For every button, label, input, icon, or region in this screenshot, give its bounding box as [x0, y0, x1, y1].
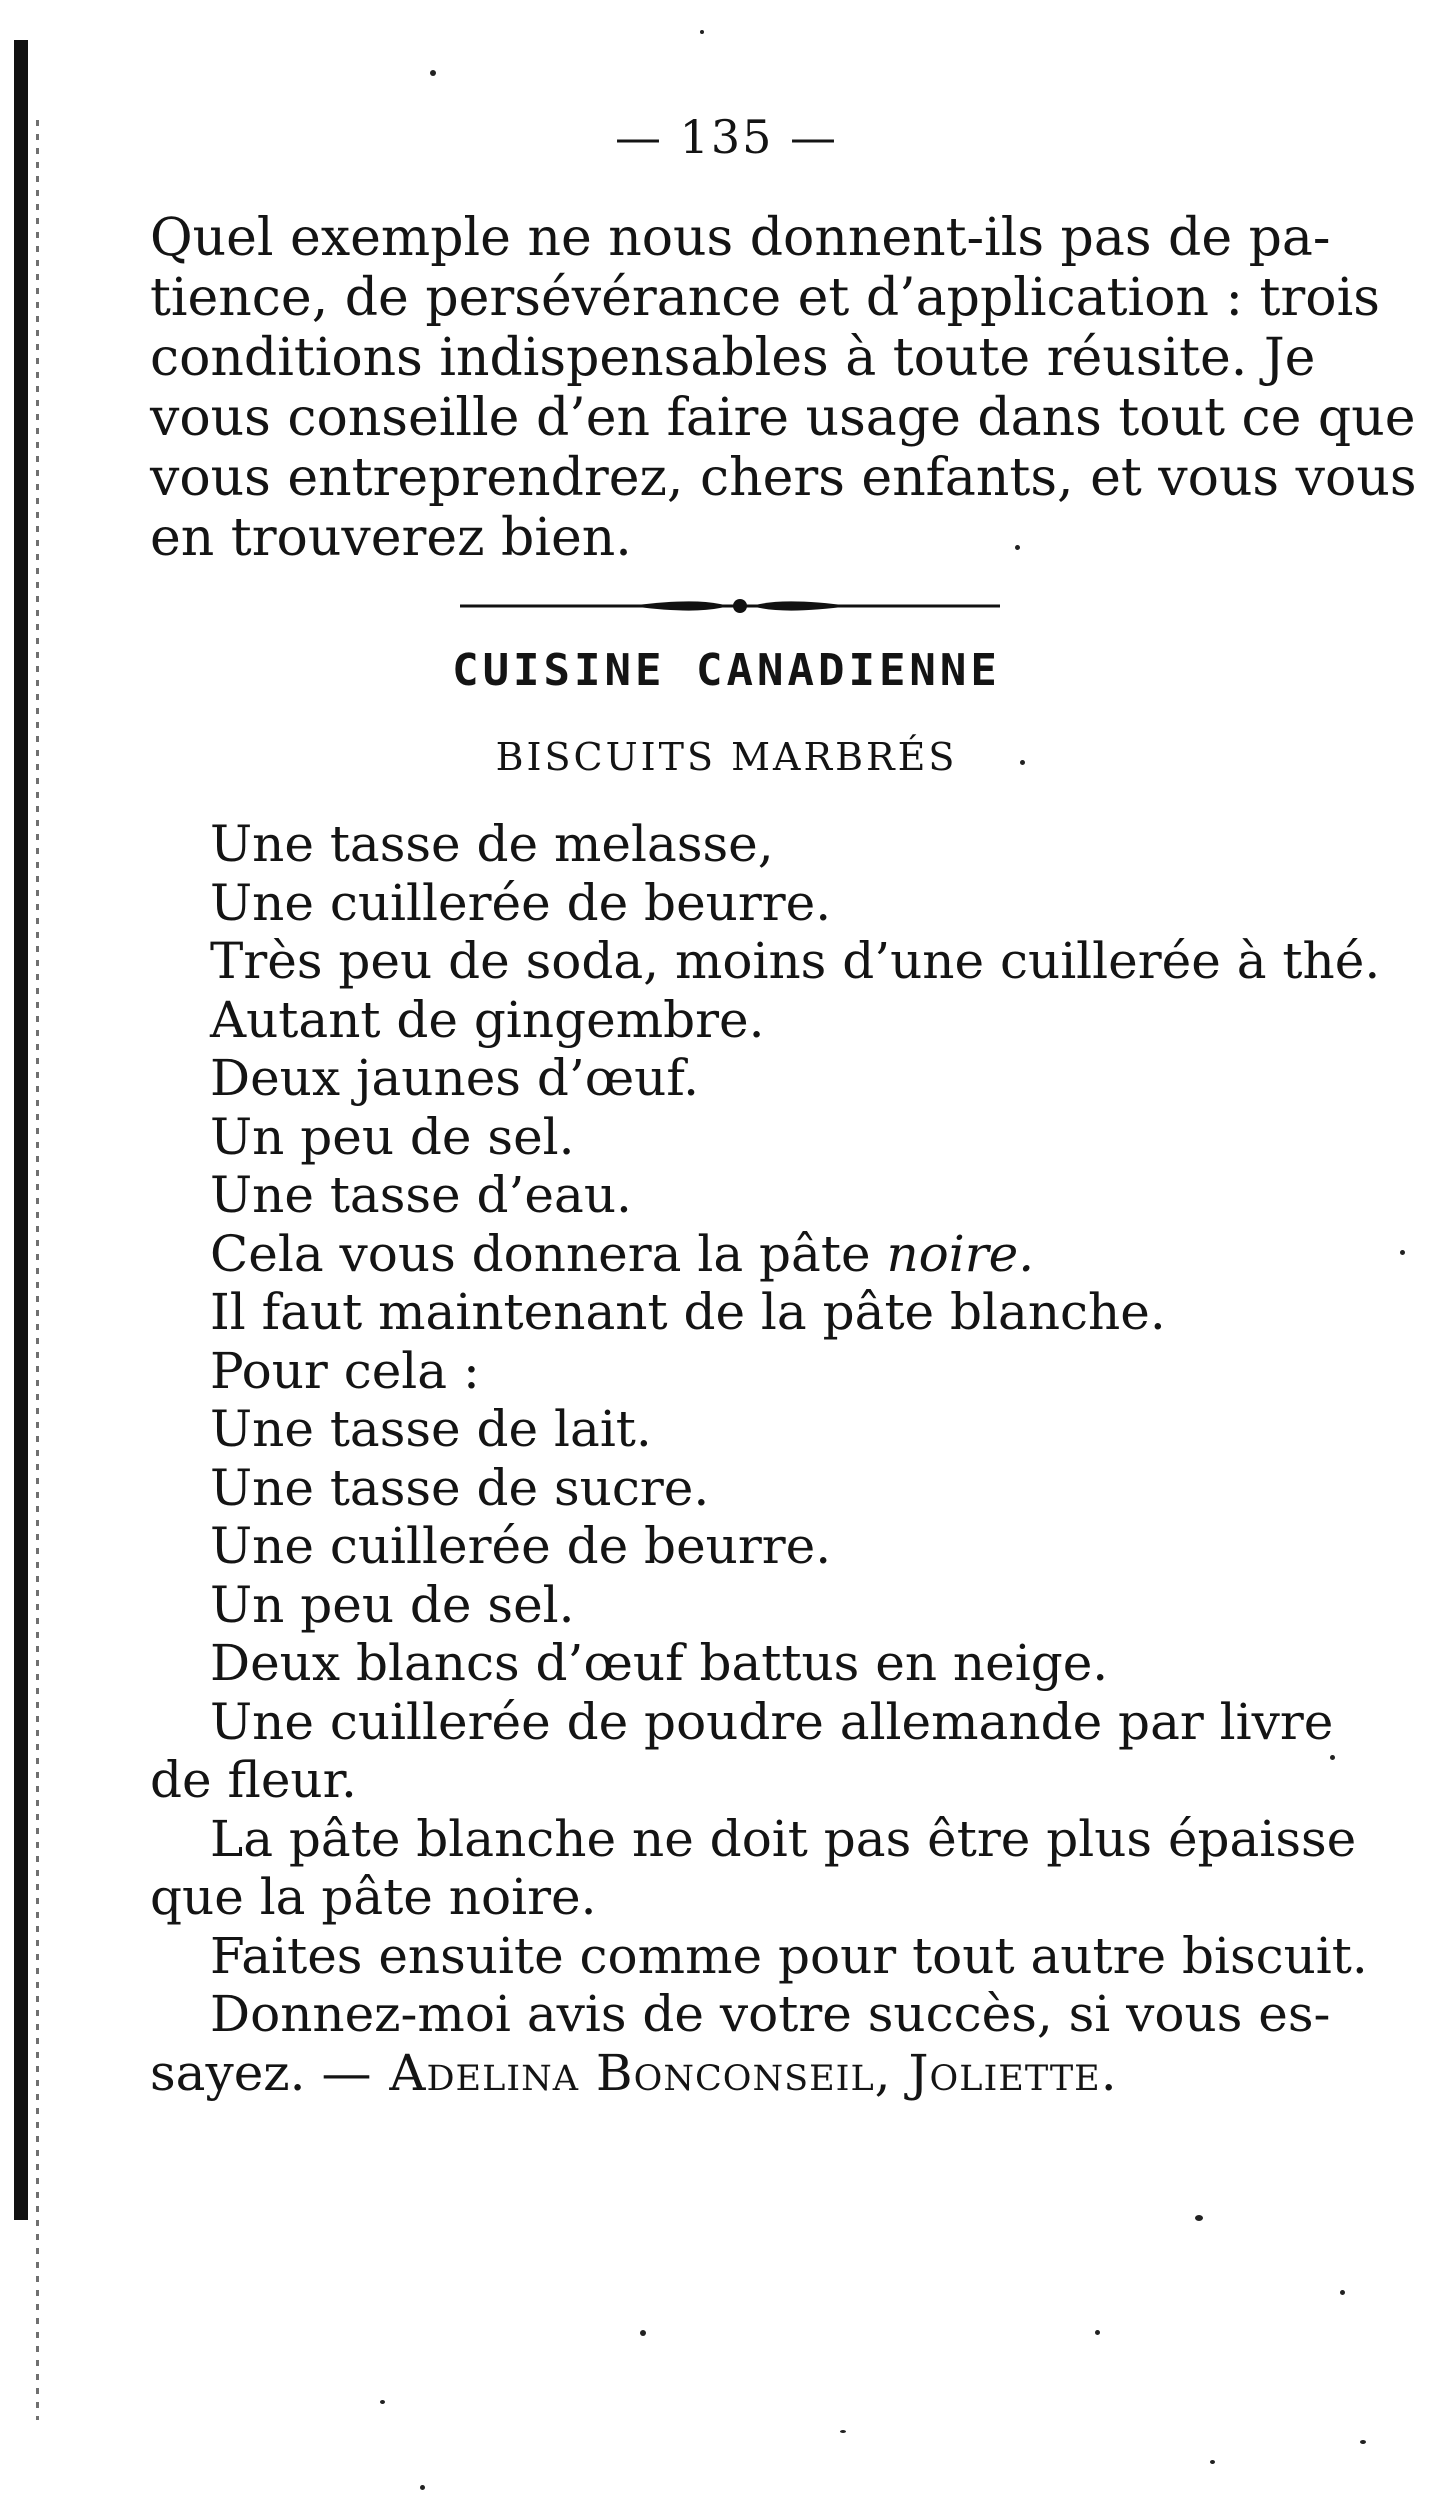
recipe-line: Très peu de soda, moins d’une cuillerée à thé. — [210, 932, 1381, 990]
recipe-line: Une tasse de lait. — [210, 1400, 652, 1458]
recipe-line: Une tasse d’eau. — [210, 1166, 632, 1224]
intro-line: vous conseille d’en faire usage dans tout ce que — [150, 388, 1416, 448]
recipe-line: Il faut maintenant de la pâte blanche. — [210, 1283, 1166, 1341]
signature-line — [150, 2044, 1300, 2103]
page-binding-shadow — [36, 120, 39, 2420]
recipe-line-text: Cela vous donnera la pâte — [210, 1224, 871, 1283]
intro-line: en trouverez bien. — [150, 508, 632, 568]
recipe-line: Une tasse de sucre. — [210, 1458, 710, 1517]
recipe-line: Donnez-moi avis de votre succès, si vous es- — [210, 1985, 1331, 2043]
recipe-text — [150, 815, 1381, 2102]
intro-line: Quel exemple ne nous donnent-ils pas de pa- — [150, 208, 1331, 268]
recipe-line: Une cuillerée de poudre allemande par livre — [210, 1692, 1334, 1751]
intro-line: tience, de persévérance et d’application : trois — [150, 268, 1380, 328]
recipe-line-italic: noire. — [886, 1224, 1035, 1283]
recipe-line: Une cuillerée de beurre. — [210, 873, 832, 932]
page-number: — 135 — — [614, 110, 839, 164]
intro-line: vous entreprendrez, chers enfants, et vous vous — [150, 448, 1417, 508]
recipe-line: de fleur. — [150, 1751, 357, 1809]
intro-paragraph — [150, 208, 1417, 568]
section-title: CUISINE CANADIENNE — [452, 645, 1001, 696]
recipe-line: Faites ensuite comme pour tout autre biscuit. — [210, 1926, 1368, 1985]
closing-word: sayez. — [150, 2043, 306, 2102]
recipe-line: La pâte blanche ne doit pas être plus épaisse — [210, 1809, 1357, 1868]
recipe-line: Deux jaunes d’œuf. — [210, 1049, 699, 1107]
recipe-line: Un peu de sel. — [210, 1575, 575, 1634]
intro-line: conditions indispensables à toute réusite. Je — [150, 328, 1316, 388]
recipe-line: que la pâte noire. — [150, 1868, 597, 1926]
recipe-line: Autant de gingembre. — [210, 990, 765, 1049]
recipe-line: Pour cela : — [210, 1341, 480, 1400]
author-signature: — Adelina Bonconseil, Joliette. — [321, 2043, 1118, 2102]
recipe-line: Deux blancs d’œuf battus en neige. — [210, 1634, 1109, 1692]
recipe-line — [150, 1225, 1300, 1284]
section-subtitle: BISCUITS MARBRÉS — [495, 735, 958, 779]
recipe-line: Une cuillerée de beurre. — [210, 1517, 832, 1575]
page-binding-edge — [14, 40, 28, 2220]
recipe-line: Un peu de sel. — [210, 1107, 575, 1166]
recipe-line: Une tasse de melasse, — [210, 815, 774, 873]
ornamental-divider — [460, 596, 1000, 616]
